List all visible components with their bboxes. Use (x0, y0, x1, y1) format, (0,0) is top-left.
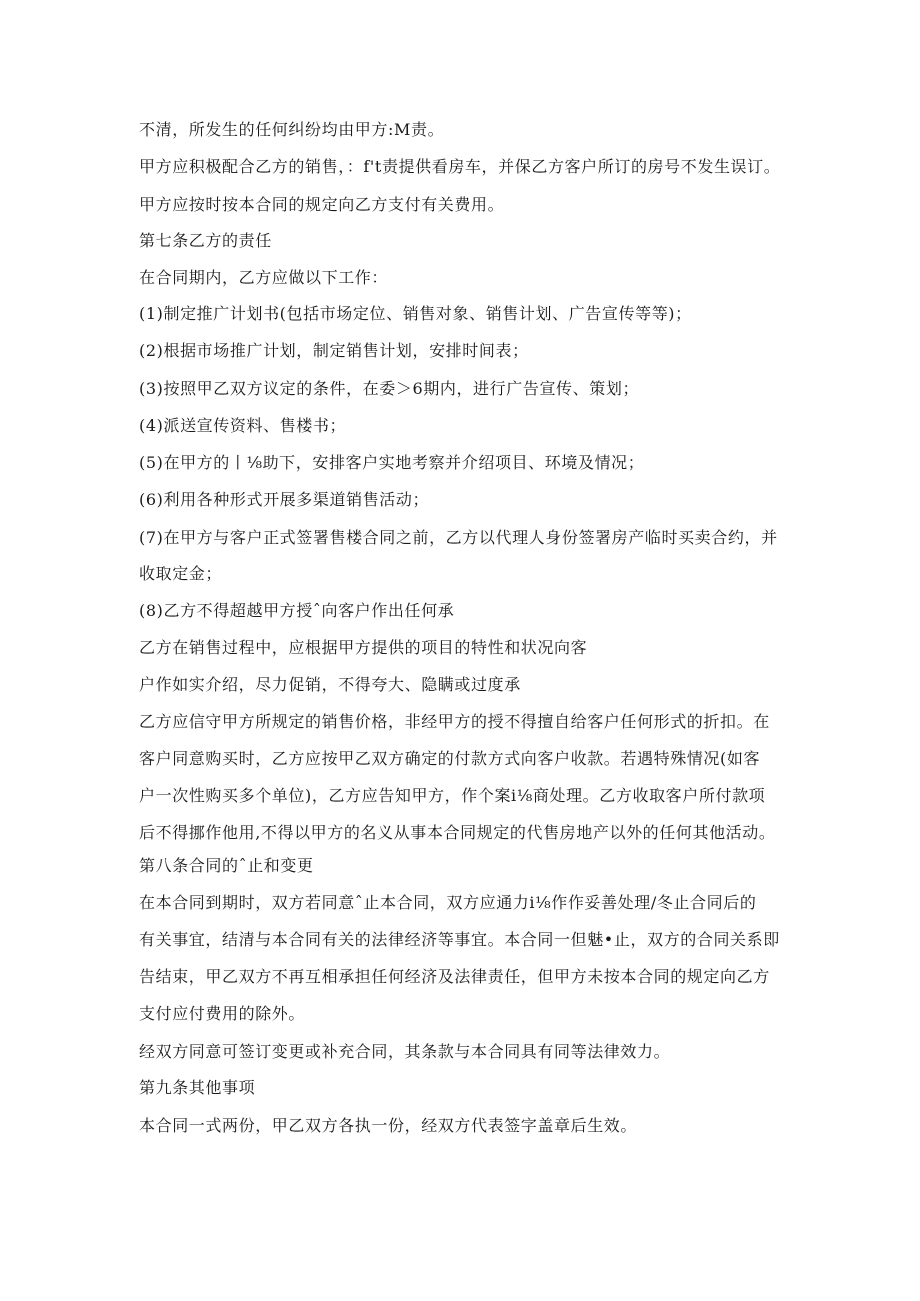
text-line: 甲方应积极配合乙方的销售，：f't责提供看房车，并保乙方客户所订的房号不发生误订。 (139, 157, 781, 176)
text-line: 告结束，甲乙双方不再互相承担任何经济及法律责任，但甲方未按本合同的规定向乙方 (139, 967, 770, 986)
text-line: 客户同意购买时，乙方应按甲乙双方确定的付款方式向客户收款。若遇特殊情况(如客 (139, 749, 761, 768)
section-heading: 第七条乙方的责任 (139, 231, 272, 250)
text-line: 后不得挪作他用,不得以甲方的名义从事本合同规定的代售房地产以外的任何其他活动。 (139, 823, 776, 842)
text-line: 甲方应按时按本合同的规定向乙方支付有关费用。 (139, 195, 505, 214)
list-item: (1)制定推广计划书(包括市场定位、销售对象、销售计划、广告宣传等等)； (139, 304, 692, 323)
list-item: (2)根据市场推广计划，制定销售计划，安排时间表； (139, 341, 529, 360)
text-line: 收取定金； (139, 564, 223, 583)
list-item: (6)利用各种形式开展多渠道销售活动； (139, 490, 430, 509)
text-line: 户一次性购买多个单位)，乙方应告知甲方，作个案i⅛商处理。乙方收取客户所付款项 (139, 786, 766, 805)
section-heading: 第九条其他事项 (139, 1078, 256, 1097)
text-line: 在本合同到期时，双方若同意ˆ止本合同，双方应通力i⅛作作妥善处理/冬止合同后的 (139, 893, 757, 912)
text-line: 不清，所发生的任何纠纷均由甲方:M责。 (139, 120, 445, 139)
text-line: 乙方应信守甲方所规定的销售价格，非经甲方的授不得擅自给客户任何形式的折扣。在 (139, 712, 770, 731)
text-line: 本合同一式两份，甲乙双方各执一份，经双方代表签字盖章后生效。 (139, 1116, 638, 1135)
list-item: (8)乙方不得超越甲方授ˆ向客户作出任何承 (139, 601, 455, 620)
text-line: 支付应付费用的除外。 (139, 1004, 306, 1023)
text-line: 户作如实介绍，尽力促销，不得夸大、隐瞒或过度承 (139, 675, 521, 694)
text-line: 有关事宜，结清与本合同有关的法律经济等事宜。本合同一但魅•止，双方的合同关系即 (139, 930, 780, 949)
text-line: 乙方在销售过程中，应根据甲方提供的项目的特性和状况向客 (139, 638, 588, 657)
text-line: 在合同期内，乙方应做以下工作： (139, 268, 389, 287)
list-item: (5)在甲方的丨⅛助下，安排客户实地考察并介绍项目、环境及情况； (139, 453, 645, 472)
section-heading: 第八条合同的ˆ止和变更 (139, 856, 314, 875)
list-item: (3)按照甲乙双方议定的条件，在委＞6期内，进行广告宣传、策划； (139, 379, 640, 398)
text-line: 经双方同意可签订变更或补充合同，其条款与本合同具有同等法律效力。 (139, 1042, 671, 1061)
list-item: (4)派送宣传资料、售楼书； (139, 416, 347, 435)
list-item: (7)在甲方与客户正式签署售楼合同之前，乙方以代理人身份签署房产临时买卖合约，并 (139, 528, 778, 547)
